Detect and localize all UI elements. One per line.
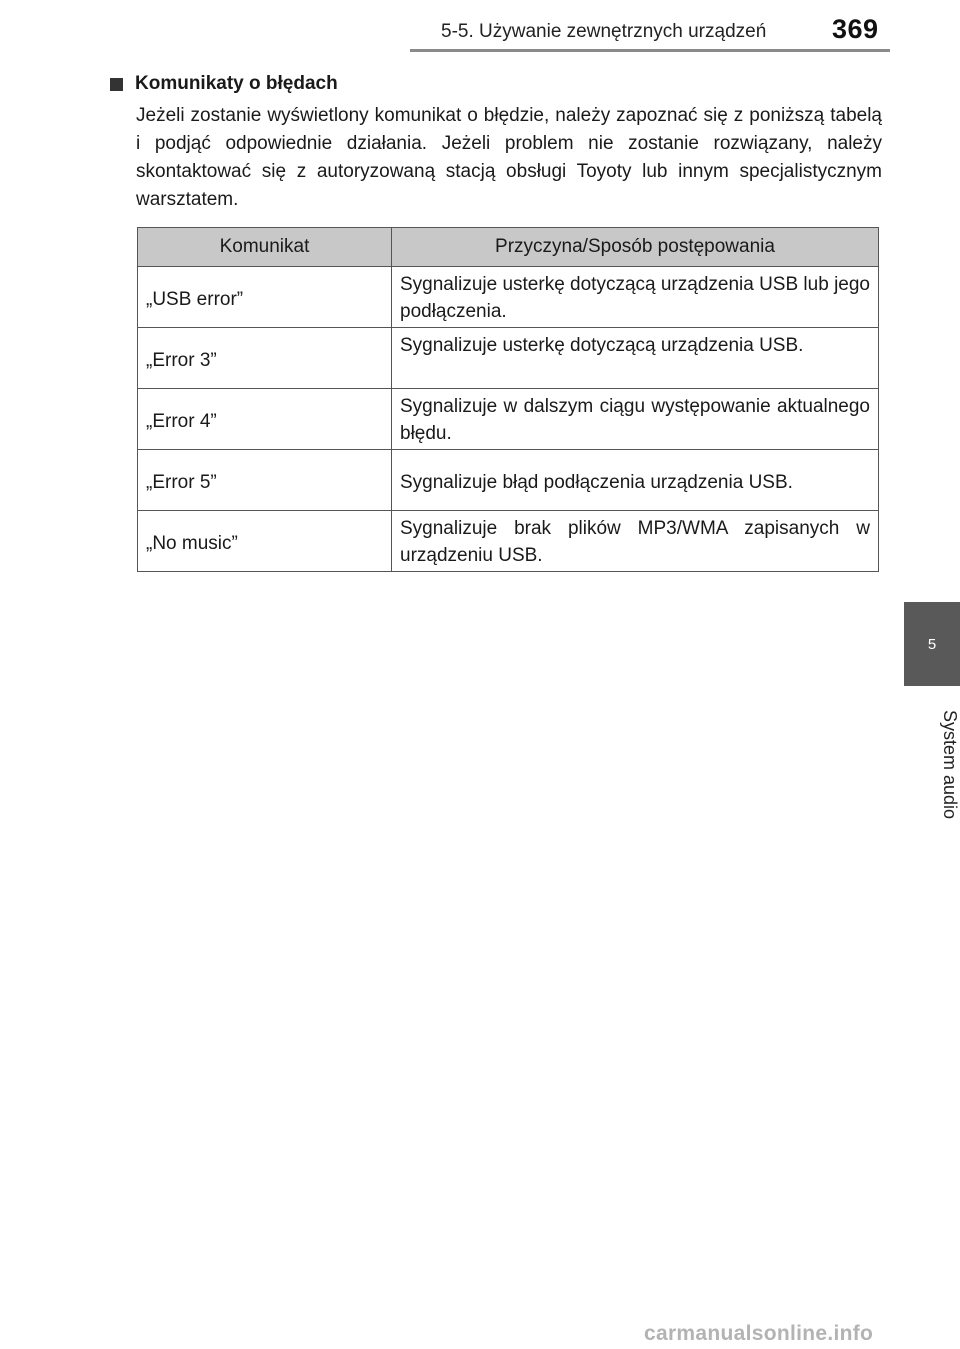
table-header-row — [138, 228, 879, 267]
cause-cell: Sygnalizuje błąd podłączenia urządzenia USB. — [392, 450, 879, 511]
table-row — [138, 267, 879, 328]
square-bullet-icon — [110, 78, 123, 91]
chapter-number: 5 — [927, 635, 937, 653]
message-cell: „USB error” — [138, 267, 392, 328]
table-row — [138, 450, 879, 511]
message-cell: „Error 3” — [138, 328, 392, 389]
chapter-tab — [904, 602, 960, 686]
column-header-message: Komunikat — [138, 228, 392, 267]
watermark: carmanualsonline.info — [644, 1322, 874, 1345]
table-row — [138, 389, 879, 450]
error-messages-table — [137, 227, 879, 572]
message-cell: „Error 5” — [138, 450, 392, 511]
chapter-label: System audio — [940, 710, 960, 820]
header-rule — [410, 49, 890, 52]
message-cell: „Error 4” — [138, 389, 392, 450]
table-row — [138, 511, 879, 572]
cause-cell: Sygnalizuje brak plików MP3/WMA zapisanych w urządzeniu USB. — [392, 511, 879, 572]
cause-cell: Sygnalizuje w dalszym ciągu występowanie aktualnego błędu. — [392, 389, 879, 450]
column-header-cause: Przyczyna/Sposób postępowania — [392, 228, 879, 267]
message-cell: „No music” — [138, 511, 392, 572]
table-row — [138, 328, 879, 389]
section-heading-text: Komunikaty o błędach — [135, 73, 338, 94]
cause-cell: Sygnalizuje usterkę dotyczącą urządzenia USB. — [392, 328, 879, 389]
page-number: 369 — [832, 14, 879, 44]
error-messages-section — [110, 70, 882, 214]
section-heading — [110, 70, 882, 98]
cause-cell: Sygnalizuje usterkę dotyczącą urządzenia USB lub jego podłączenia. — [392, 267, 879, 328]
section-title: 5-5. Używanie zewnętrznych urządzeń — [441, 21, 767, 42]
section-body: Jeżeli zostanie wyświetlony komunikat o błędzie, należy zapoznać się z poniższą tabelą i podjąć odpowiednie działania. Jeżeli problem nie zostanie rozwiązany, należy skontaktować się z autoryzowaną stacją obsługi Toyoty lub innym specjalistycznym warsztatem. — [136, 105, 882, 210]
